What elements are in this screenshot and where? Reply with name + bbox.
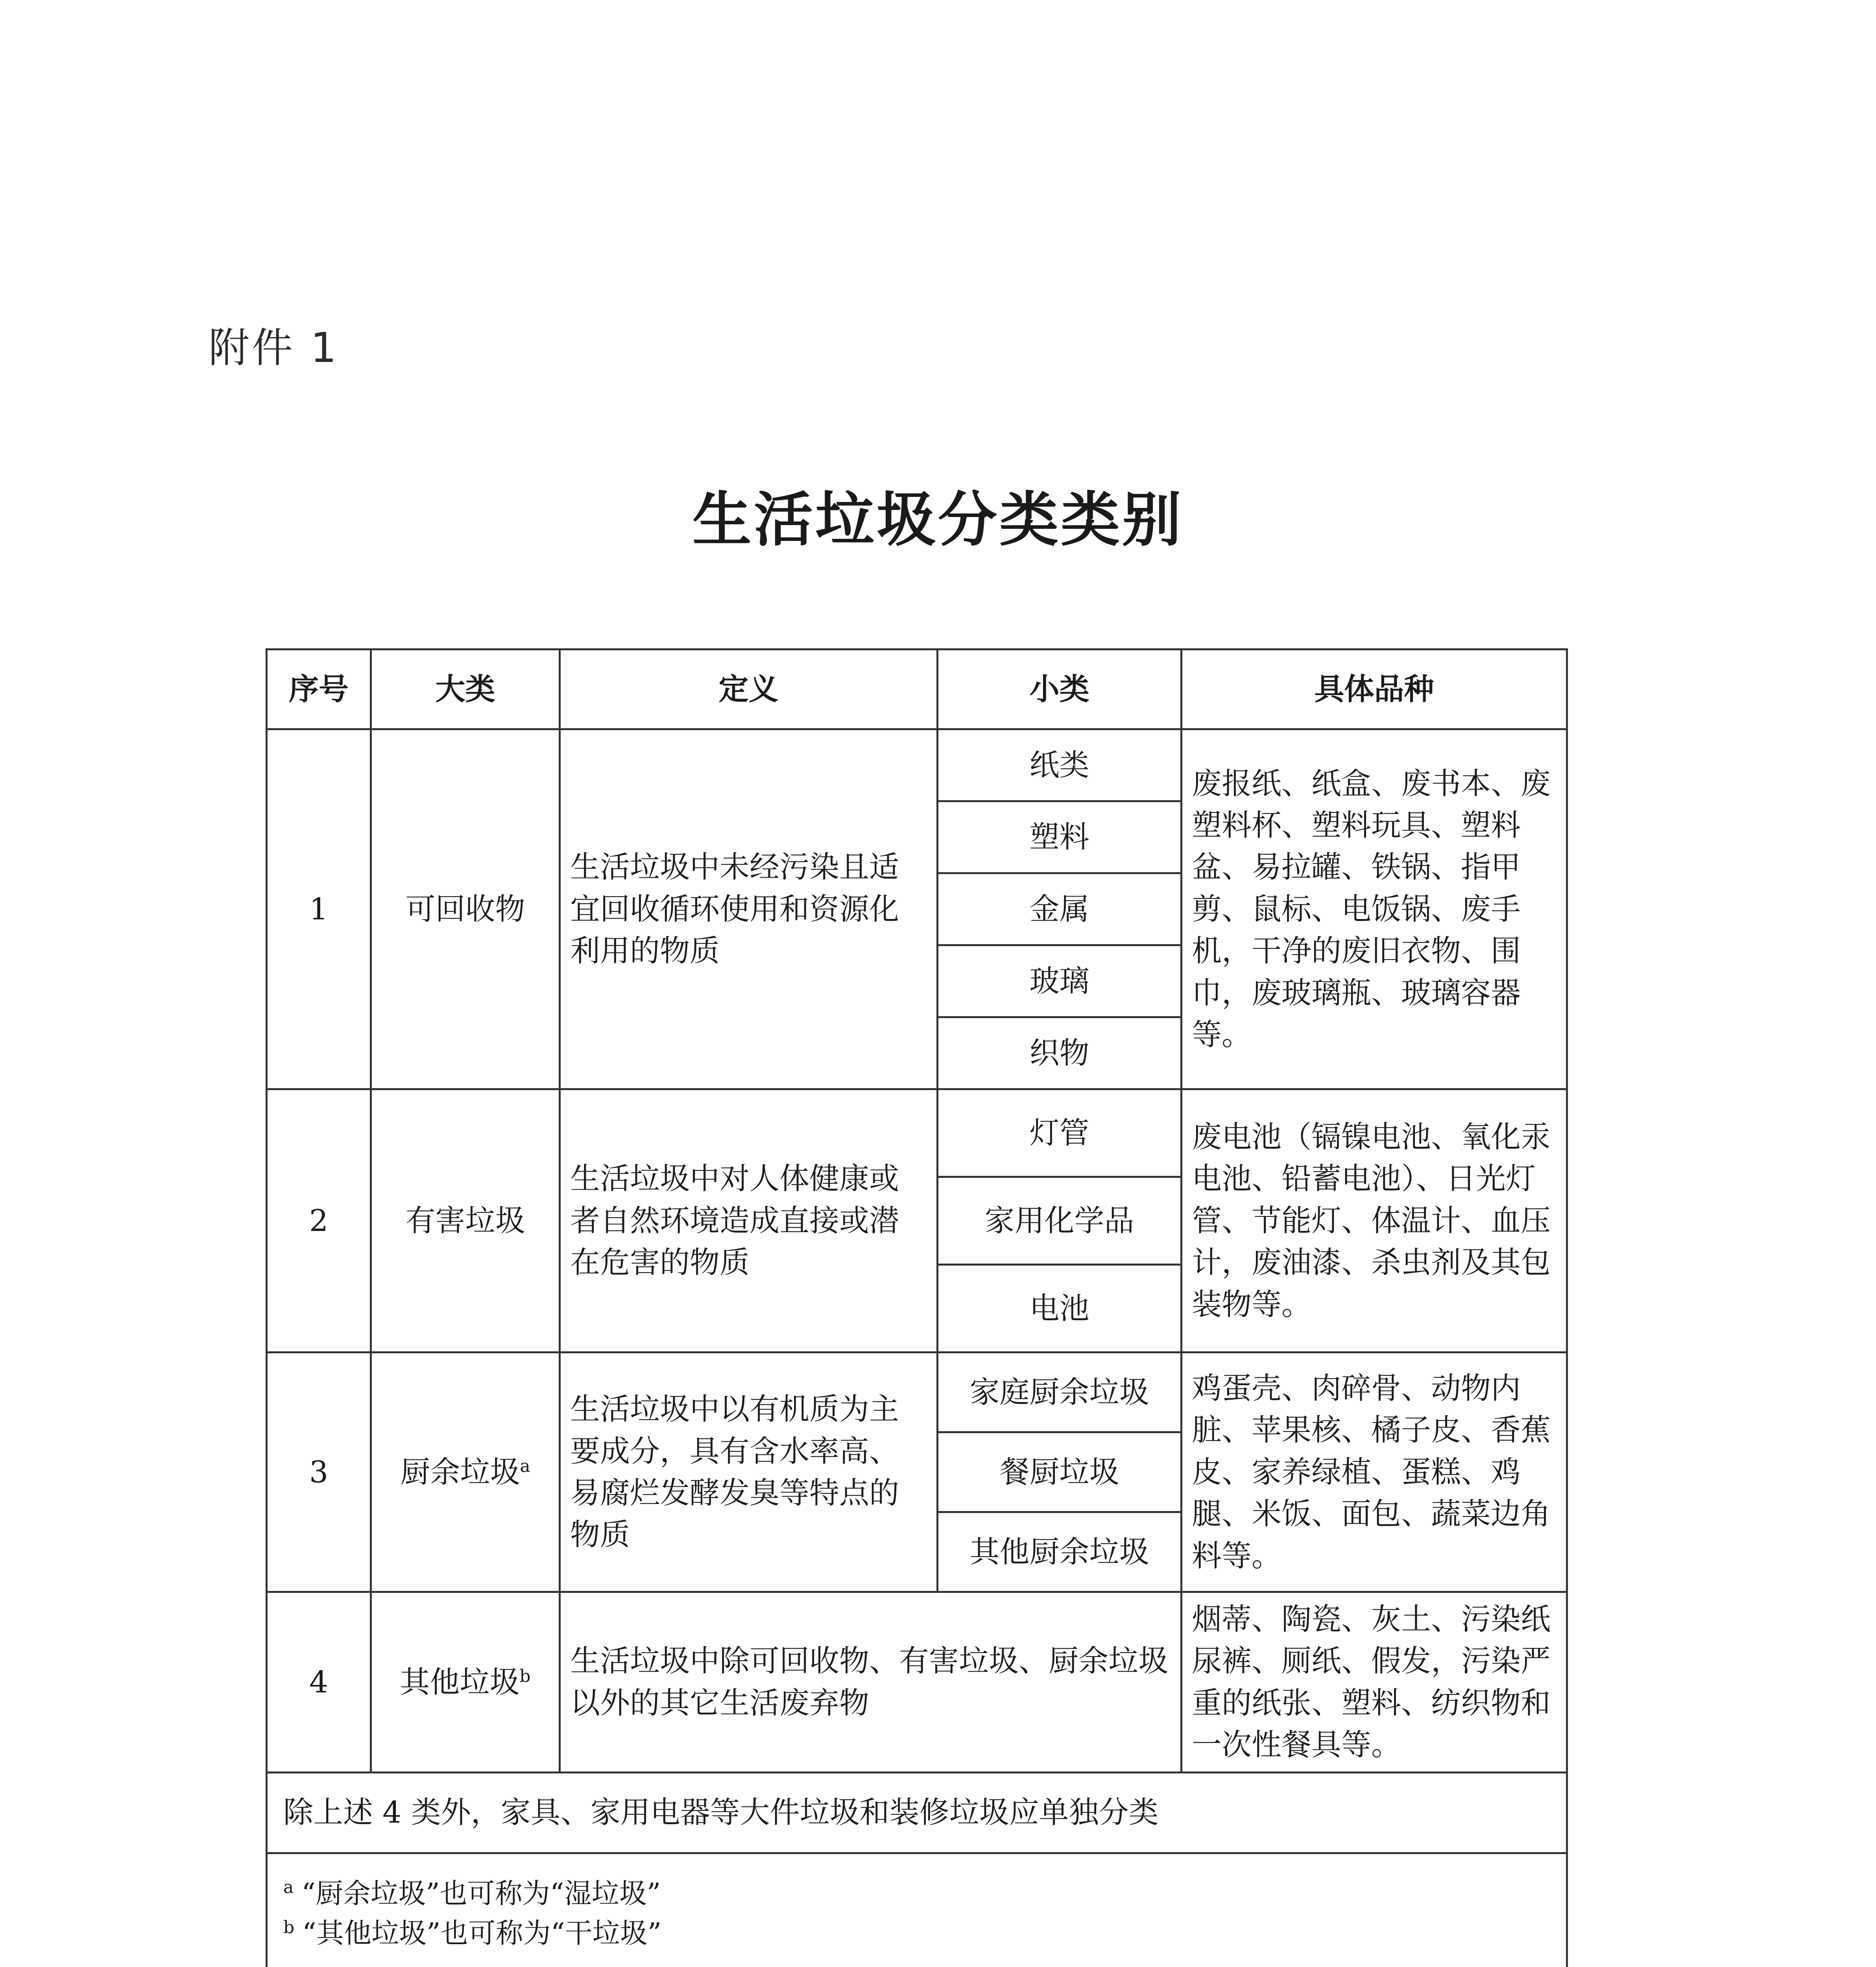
- header-subcategory: 小类: [938, 650, 1182, 729]
- footnote: $^a$ “厨余垃圾”也可称为“湿垃圾”: [283, 1877, 661, 1910]
- row-subcategory: 纸类: [938, 729, 1182, 801]
- row-definition: 生活垃圾中以有机质为主要成分，具有含水率高、易腐烂发酵发臭等特点的物质: [560, 1353, 938, 1592]
- row-seq: 4: [267, 1592, 371, 1773]
- table-note-row: [267, 1772, 1567, 1853]
- row-subcategory: 家用化学品: [938, 1177, 1182, 1265]
- row-subcategory: 灯管: [938, 1089, 1182, 1177]
- row-definition: 生活垃圾中对人体健康或者自然环境造成直接或潜在危害的物质: [560, 1089, 938, 1353]
- row-seq: 1: [267, 729, 371, 1089]
- header-category: 大类: [371, 650, 560, 729]
- row-items: 烟蒂、陶瓷、灰土、污染纸尿裤、厕纸、假发，污染严重的纸张、塑料、纺织物和一次性餐具等。: [1182, 1592, 1567, 1773]
- header-seq: 序号: [267, 650, 371, 729]
- row-subcategory: 玻璃: [938, 945, 1182, 1017]
- row-category: 厨余垃圾$^a$: [371, 1353, 560, 1592]
- row-definition: 生活垃圾中除可回收物、有害垃圾、厨余垃圾以外的其它生活废弃物: [560, 1592, 1182, 1773]
- classification-table: [266, 648, 1568, 1967]
- row-definition: 生活垃圾中未经污染且适宜回收循环使用和资源化利用的物质: [560, 729, 938, 1089]
- table-footnotes-row: [267, 1853, 1567, 1967]
- row-items: 鸡蛋壳、肉碎骨、动物内脏、苹果核、橘子皮、香蕉皮、家养绿植、蛋糕、鸡腿、米饭、面包、蔬菜边角料等。: [1182, 1353, 1567, 1592]
- row-seq: 2: [267, 1089, 371, 1353]
- table-row: [267, 1089, 1567, 1177]
- table-footnotes: [267, 1853, 1567, 1967]
- row-category: 其他垃圾$^b$: [371, 1592, 560, 1773]
- table-row: [267, 1353, 1567, 1432]
- table-row: [267, 1592, 1567, 1773]
- row-subcategory: 餐厨垃圾: [938, 1432, 1182, 1512]
- table-row: [267, 729, 1567, 801]
- row-subcategory: 家庭厨余垃圾: [938, 1353, 1182, 1432]
- header-items: 具体品种: [1182, 650, 1567, 729]
- page-title: 生活垃圾分类类别: [692, 485, 1184, 554]
- row-items: 废电池（镉镍电池、氧化汞电池、铅蓄电池）、日光灯管、节能灯、体温计、血压计，废油漆、杀虫剂及其包装物等。: [1182, 1089, 1567, 1353]
- header-definition: 定义: [560, 650, 938, 729]
- table-header-row: [267, 650, 1567, 729]
- attachment-label: 附件 1: [209, 324, 339, 372]
- row-category: 可回收物: [371, 729, 560, 1089]
- row-items: 废报纸、纸盒、废书本、废塑料杯、塑料玩具、塑料盆、易拉罐、铁锅、指甲剪、鼠标、电饭锅、废手机，干净的废旧衣物、围巾，废玻璃瓶、玻璃容器等。: [1182, 729, 1567, 1089]
- footnote-mark: b: [519, 1666, 531, 1687]
- footnote-mark: a: [520, 1456, 530, 1476]
- row-subcategory: 塑料: [938, 801, 1182, 873]
- row-subcategory: 其他厨余垃圾: [938, 1512, 1182, 1592]
- row-subcategory: 织物: [938, 1017, 1182, 1089]
- row-subcategory: 金属: [938, 873, 1182, 945]
- row-seq: 3: [267, 1353, 371, 1592]
- row-subcategory: 电池: [938, 1265, 1182, 1353]
- footnote: $^b$ “其他垃圾”也可称为“干垃圾”: [283, 1917, 662, 1950]
- row-category: 有害垃圾: [371, 1089, 560, 1353]
- table-note: 除上述 4 类外，家具、家用电器等大件垃圾和装修垃圾应单独分类: [267, 1772, 1567, 1853]
